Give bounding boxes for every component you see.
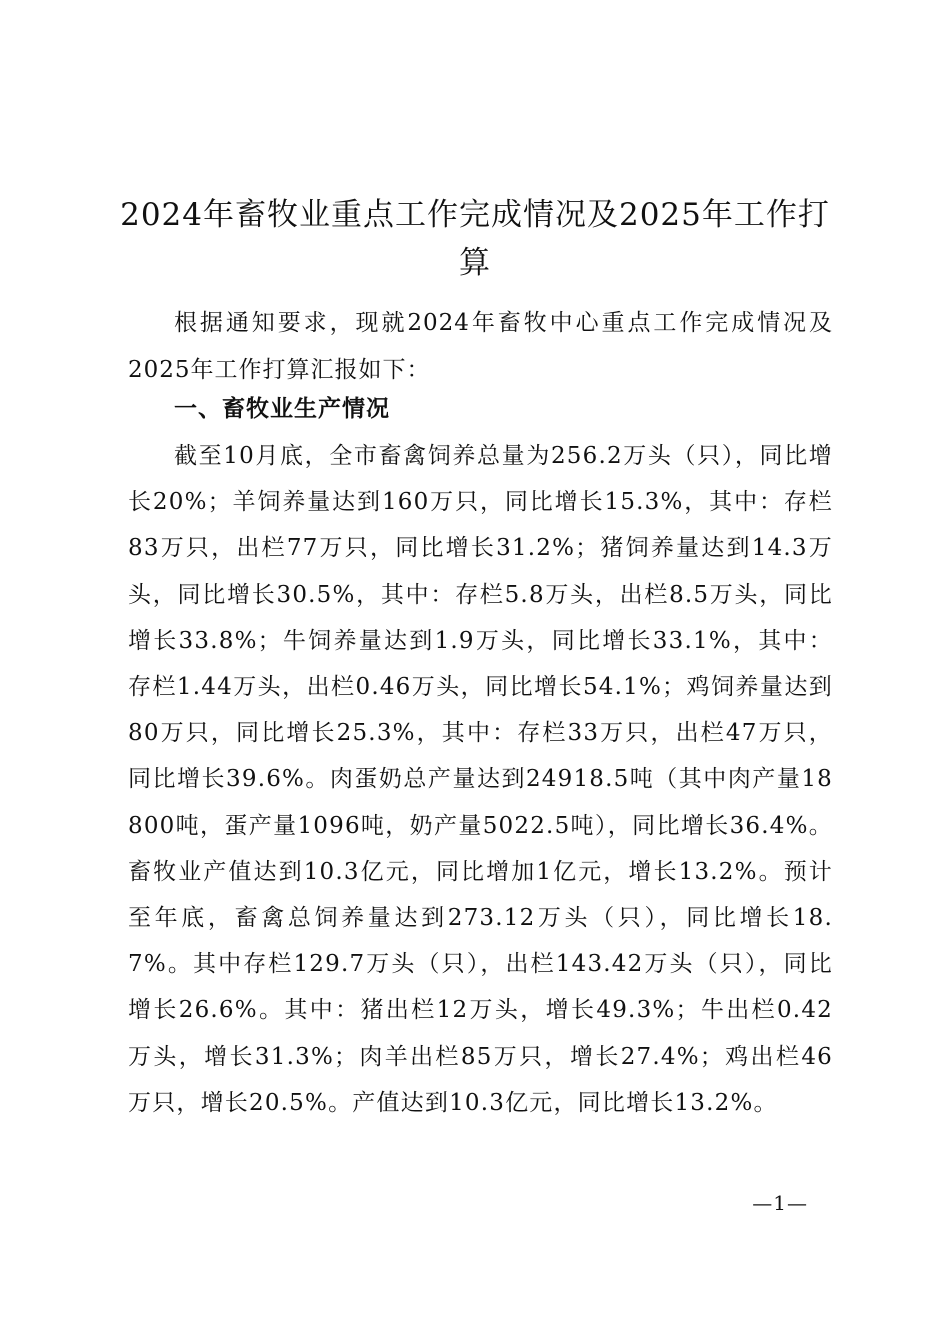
document-title: 2024年畜牧业重点工作完成情况及2025年工作打算 xyxy=(120,196,830,281)
page-number: —1— xyxy=(752,1191,808,1215)
section-heading: 一、畜牧业生产情况 xyxy=(174,396,390,423)
intro-paragraph: 根据通知要求，现就2024年畜牧中心重点工作完成情况及2025年工作打算汇报如下： xyxy=(128,310,833,383)
production-paragraph: 截至10月底，全市畜禽饲养总量为256.2万头（只），同比增长20%；羊饲养量达到160万只，同比增长15.3%，其中：存栏83万只，出栏77万只，同比增长31.2%；猪饲养量达到14.3万头，同比增长30.5%，其中：存栏5.8万头，出栏8.5万头，同比增长33.8%；牛饲养量达到1.9万头，同比增长33.1%，其中：存栏1.44万头，出栏0.46万头，同比增长54.1%；鸡饲养量达到80万只，同比增长25.3%，其中：存栏33万只，出栏47万只，同比增长39.6%。肉蛋奶总产量达到24918.5吨（其中肉产量18800吨，蛋产量1096吨，奶产量5022.5吨），同比增长36.4%。畜牧业产值达到10.3亿元，同比增加1亿元，增长13.2%。预计至年底，畜禽总饲养量达到273.12万头（只），同比增长18.7%。其中存栏129.7万头（只），出栏143.42万头（只），同比增长26.6%。其中：猪出栏12万头，增长49.3%；牛出栏0.42万头，增长31.3%；肉羊出栏85万只，增长27.4%；鸡出栏46万只，增长20.5%。产值达到10.3亿元，同比增长13.2%。 xyxy=(128,443,833,1116)
